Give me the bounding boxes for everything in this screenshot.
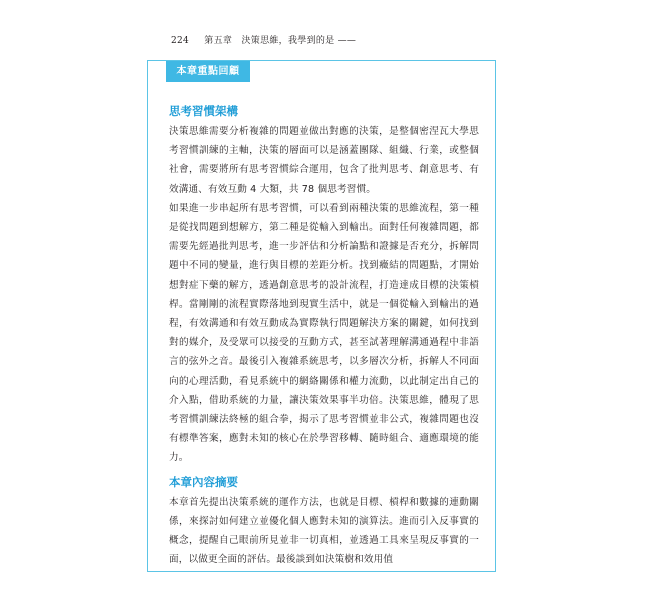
running-head bbox=[171, 33, 356, 46]
review-content bbox=[169, 103, 479, 569]
chapter-review-box bbox=[147, 60, 496, 572]
review-box-label: 本章重點回顧 bbox=[166, 61, 250, 82]
paragraph: 本章首先提出決策系統的運作方法，也就是目標、槓桿和數據的連動關係，來探討如何建立並優化個人應對未知的演算法。進而引入反事實的概念，提醒自己眼前所見並非一切真相，並透過工具來呈現反事實的一面，以做更全面的評估。最後談到如決策樹和效用值 bbox=[169, 496, 479, 566]
paragraph: 決策思維需要分析複雜的問題並做出對應的決策，是整個密涅瓦大學思考習慣訓練的主軸，決策的層面可以是涵蓋團隊、組織、行業，或整個社會，需要將所有思考習慣綜合運用，包含了批判思考、創意思考、有效溝通、有效互動 4 大類，共 78 個思考習慣。 bbox=[169, 126, 479, 195]
section-heading-thinking-habits: 思考習慣架構 bbox=[169, 104, 238, 118]
section-heading-chapter-summary: 本章內容摘要 bbox=[169, 474, 238, 489]
paragraph: 如果進一步串起所有思考習慣，可以看到兩種決策的思維流程，第一種是從找問題到想解方，第二種是從輸入到輸出。面對任何複雜問題，都需要先經過批判思考，進一步評估和分析論點和證據是否充分，拆解問題中不同的變量，進行與目標的差距分析。找到癥結的問題點，才開始想對症下藥的解方，透過創意思考的設計流程，打造達成目標的決策槓桿。當剛剛的流程實際落地到現實生活中，就是一個從輸入到輸出的過程，有效溝通和有效互動成為實際執行問題解決方案的關鍵，如何找到對的媒介，及受眾可以接受的互動方式，甚至試著理解溝通過程中非語言的弦外之音。最後引入複雜系統思考，以多層次分析，拆解人不同面向的心理活動，看見系統中的網絡關係和權力流動，以此制定出自己的介入點，借助系統的力量，讓決策效果事半功倍。決策思維，體現了思考習慣訓練法終極的組合拳，揭示了思考習慣並非公式，複雜問題也沒有標準答案，應對未知的核心在於學習移轉、隨時組合、適應環境的能力。 bbox=[169, 202, 479, 464]
chapter-title: 第五章 決策思維，我學到的是 —— bbox=[204, 36, 357, 46]
page-number: 224 bbox=[171, 36, 190, 46]
